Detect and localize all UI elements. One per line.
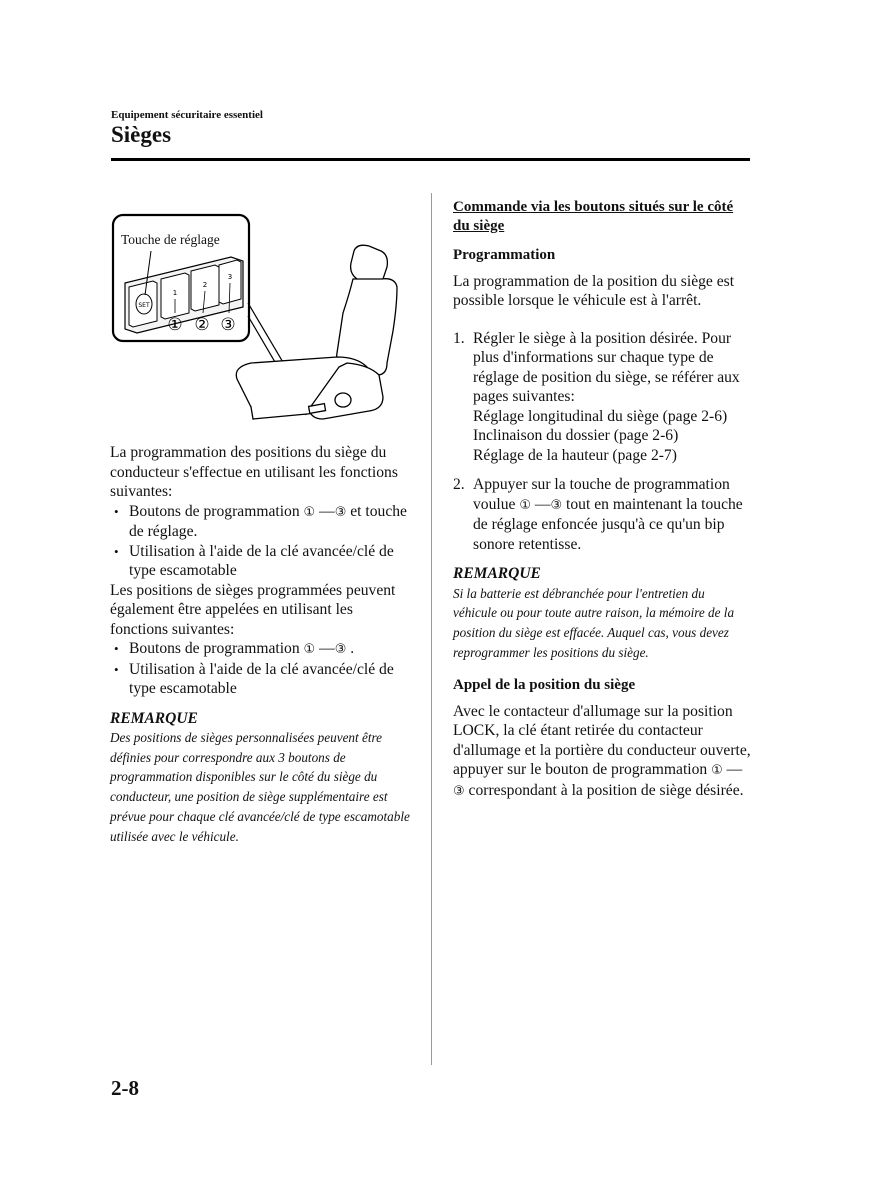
button-1-label: 1: [172, 289, 178, 297]
callout-label: Touche de réglage: [121, 232, 220, 247]
programmation-title: Programmation: [453, 247, 556, 263]
right-remarque-text: Si la batterie est débranchée pour l'entretien du véhicule ou pour toute autre raison, la mémoire de la position du siège est effacée. Auquel cas, vous devez reprogrammer les positions du siège.: [453, 585, 735, 660]
page-title: Sièges: [111, 122, 172, 147]
seat-drawing: [236, 245, 397, 419]
set-button-label: SET: [138, 302, 150, 309]
right-column: [453, 198, 751, 801]
seat-illustration: [111, 213, 411, 425]
programmation-steps: [453, 329, 751, 555]
programmation-text: La programmation de la position du siège est possible lorsque le véhicule est à l'arrêt.: [453, 272, 735, 309]
appel-title: Appel de la position du siège: [453, 677, 636, 694]
list-item: 1. Régler le siège à la position désirée. Pour plus d'informations sur chaque type de réglage de position du siège, se référer aux pages suivantes: Réglage longitudinal du siège (page 2-6) Inclinaison du dossier (page 2-6) Réglage de la hauteur (page 2-7): [453, 329, 740, 464]
page-number: 2-8: [111, 1076, 139, 1100]
button-2-label: 2: [202, 281, 208, 289]
list-item: 2. Appuyer sur la touche de programmation voulue ① —③ tout en maintenant la touche de réglage enfoncée jusqu'à ce qu'un bip sonore retentisse.: [453, 476, 743, 553]
left-intro: La programmation des positions du siège du conducteur s'effectue en utilisant les fonctions suivantes:: [110, 444, 398, 500]
circled-1: ①: [167, 315, 183, 335]
list-item: • Boutons de programmation ① —③ .: [110, 639, 410, 660]
appel-text: Avec le contacteur d'allumage sur la position LOCK, la clé étant retirée du contacteur d'allumage et la portière du conducteur ouverte, appuyer sur le bouton de programmation ① —③ correspondant à la position de siège désirée.: [453, 702, 751, 799]
left-bullet-list-1: [110, 502, 410, 581]
left-mid: Les positions de sièges programmées peuvent également être appelées en utilisant les fonctions suivantes:: [110, 581, 396, 638]
list-item: • Utilisation à l'aide de la clé avancée/clé de type escamotable: [110, 542, 410, 581]
section-label: Equipement sécuritaire essentiel: [111, 109, 263, 121]
seat-memory-figure: [111, 213, 411, 425]
right-remarque-title: REMARQUE: [453, 565, 541, 582]
left-remarque-title: REMARQUE: [110, 709, 198, 727]
right-section-title: Commande via les boutons situés sur le côté du siège: [453, 199, 734, 234]
list-item: • Utilisation à l'aide de la clé avancée/clé de type escamotable: [110, 660, 410, 699]
left-bullet-list-2: [110, 639, 410, 699]
title-rule: [111, 158, 750, 161]
column-divider: [431, 193, 432, 1065]
circled-3: ③: [220, 315, 236, 335]
left-remarque-text: Des positions de sièges personnalisées peuvent être définies pour correspondre aux 3 boutons de programmation disponibles sur le côté du siège du conducteur, une position de siège supplémentaire est prévue pour chaque clé avancée/clé de type escamotable utilisée avec le véhicule.: [110, 730, 410, 844]
circled-2: ②: [194, 315, 210, 335]
left-column: [110, 443, 410, 846]
list-item: • Boutons de programmation ① —③ et touche de réglage.: [110, 502, 410, 542]
button-3-label: 3: [227, 273, 233, 281]
